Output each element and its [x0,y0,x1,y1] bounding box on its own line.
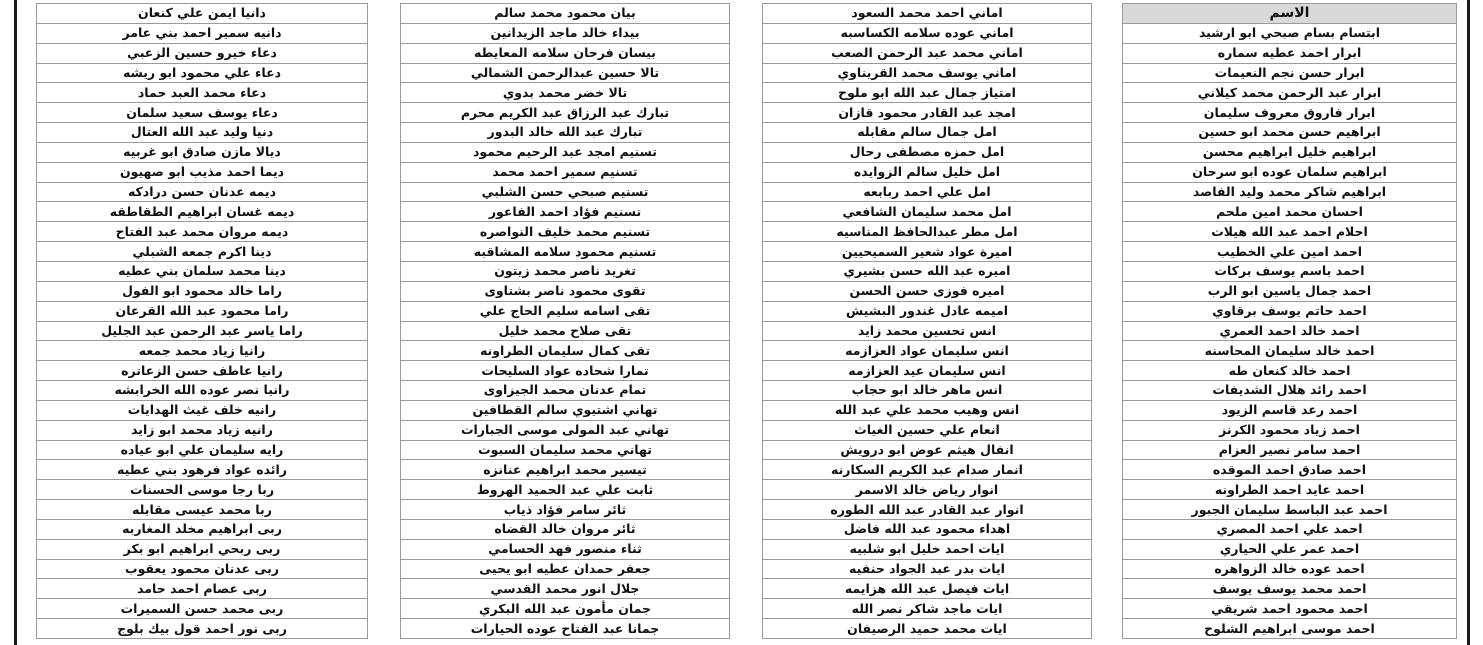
name-cell: تمارا شحاده عواد السليحات [401,361,730,381]
name-cell: تيسير محمد ابراهيم عنانزه [401,460,730,480]
name-cell: ايات محمد حميد الرصيفان [763,619,1092,639]
name-cell: اميرة عواد شعير السميحيين [763,242,1092,262]
table-row [37,162,368,182]
table-row [37,23,368,43]
name-cell: رانيه خلف غيث الهدايات [37,400,368,420]
table-row [401,539,730,559]
name-cell: ابراهيم خليل ابراهيم محسن [1123,142,1457,162]
name-cell: احمد موسى ابراهيم الشلوح [1123,619,1457,639]
table-row [763,202,1092,222]
table-row [763,341,1092,361]
table-row [1123,242,1457,262]
table-row [37,281,368,301]
name-cell: دعاء علي محمود ابو ريشه [37,63,368,83]
name-cell: راما محمود عبد الله القرعان [37,301,368,321]
name-cell: احمد امين علي الخطيب [1123,242,1457,262]
name-cell: ايات احمد خليل ابو شلبيه [763,539,1092,559]
table-row [763,500,1092,520]
table-row [763,242,1092,262]
name-cell: ربا محمد عيسى مقابله [37,500,368,520]
table-row [763,381,1092,401]
names-table-3 [400,3,730,639]
table-row [37,142,368,162]
name-cell: احمد رائد هلال الشديفات [1123,381,1457,401]
name-cell: ابرار حسن نجم النعيمات [1123,63,1457,83]
table-row [763,420,1092,440]
table-row [763,261,1092,281]
table-row [401,579,730,599]
table-row [1123,202,1457,222]
name-cell: اميمه عادل غندور البشيش [763,301,1092,321]
header-row [1123,4,1457,24]
table-row [1123,103,1457,123]
name-cell: انس وهيب محمد علي عبد الله [763,400,1092,420]
name-cell: ابرار احمد عطيه سماره [1123,43,1457,63]
name-cell: تسنيم امجد عبد الرحيم محمود [401,142,730,162]
name-cell: امجد عبد القادر محمود قازان [763,103,1092,123]
name-cell: ايات ماجد شاكر نصر الله [763,599,1092,619]
table-row [401,599,730,619]
name-cell: تهاني اشتيوي سالم القطافين [401,400,730,420]
table-row [37,361,368,381]
table-row [401,500,730,520]
name-cell: تغريد ناصر محمد زيتون [401,261,730,281]
name-cell: انس ماهر خالد ابو حجاب [763,381,1092,401]
table-row [401,301,730,321]
table-row [401,480,730,500]
name-cell: ربا رجا موسى الحسنات [37,480,368,500]
table-row [763,559,1092,579]
table-row [37,460,368,480]
name-cell: ربى ربحي ابراهيم ابو بكر [37,539,368,559]
name-cell: اماني عوده سلامه الكساسبه [763,23,1092,43]
name-cell: احمد جمال ياسين ابو الرب [1123,281,1457,301]
table-row [1123,579,1457,599]
table-row [37,202,368,222]
table-row [401,4,730,24]
name-cell: اميره عبد الله حسن بشيري [763,261,1092,281]
name-cell: ايات فيصل عبد الله هزايمه [763,579,1092,599]
table-row [1123,559,1457,579]
name-cell: احمد زياد محمود الكرنز [1123,420,1457,440]
table-row [763,123,1092,143]
table-row [37,400,368,420]
table-row [1123,480,1457,500]
table-row [763,400,1092,420]
name-cell: جعفر حمدان عطيه ابو يحيى [401,559,730,579]
name-cell: بيسان فرحان سلامه المعايطه [401,43,730,63]
name-cell: ديمه مروان محمد عبد الفتاح [37,222,368,242]
name-cell: تقى اسامه سليم الحاج علي [401,301,730,321]
name-cell: احسان محمد امين ملحم [1123,202,1457,222]
name-cell: ربى محمد حسن السميرات [37,599,368,619]
name-cell: انفال هيثم عوض ابو درويش [763,440,1092,460]
name-cell: دعاء يوسف سعيد سلمان [37,103,368,123]
table-row [763,619,1092,639]
name-cell: ثناء منصور فهد الحسامي [401,539,730,559]
name-cell: احمد خالد سليمان المحاسنه [1123,341,1457,361]
table-row [401,83,730,103]
name-cell: انمار صدام عبد الكريم السكارنه [763,460,1092,480]
table-row [37,182,368,202]
table-row [1123,43,1457,63]
name-cell: دينا محمد سلمان بني عطيه [37,261,368,281]
table-row [401,182,730,202]
name-cell: انوار عبد القادر عبد الله الطوره [763,500,1092,520]
table-row [37,4,368,24]
name-cell: تمام عدنان محمد الجيزاوى [401,381,730,401]
table-row [37,480,368,500]
table-row [1123,142,1457,162]
table-row [37,500,368,520]
name-cell: رائده عواد فرهود بني عطيه [37,460,368,480]
table-row [1123,123,1457,143]
table-row [37,559,368,579]
table-row [37,242,368,262]
name-cell: دعاء محمد العبد حماد [37,83,368,103]
name-cell: امل محمد سليمان الشافعي [763,202,1092,222]
table-row [401,420,730,440]
name-cell: احمد حاتم يوسف برقاوي [1123,301,1457,321]
table-row [1123,381,1457,401]
table-row [401,222,730,242]
name-cell: ابرار عبد الرحمن محمد كيلاني [1123,83,1457,103]
name-cell: دانيا ايمن علي كنعان [37,4,368,24]
table-row [1123,83,1457,103]
table-row [1123,261,1457,281]
name-cell: امل حمزه مصطفى رحال [763,142,1092,162]
name-cell: انس سليمان عواد العزازمه [763,341,1092,361]
table-row [37,519,368,539]
name-cell: اماني محمد عبد الرحمن الصعب [763,43,1092,63]
table-row [1123,301,1457,321]
name-cell: احمد باسم يوسف بركات [1123,261,1457,281]
name-cell: ثابت علي عبد الحميد الهروط [401,480,730,500]
name-cell: تبارك عبد الرزاق عبد الكريم محرم [401,103,730,123]
name-cell: امل خليل سالم الزوايده [763,162,1092,182]
name-cell: جمانا عبد الفتاح عوده الحيارات [401,619,730,639]
name-cell: جلال انور محمد القدسي [401,579,730,599]
name-cell: ابراهيم حسن محمد ابو حسين [1123,123,1457,143]
table-row [401,202,730,222]
table-row [763,539,1092,559]
name-cell: احمد عوده خالد الزواهره [1123,559,1457,579]
table-row [401,103,730,123]
name-cell: رانيا زياد محمد جمعه [37,341,368,361]
table-row [401,242,730,262]
table-row [763,103,1092,123]
name-cell: جمان مأمون عبد الله البكري [401,599,730,619]
table-row [763,301,1092,321]
table-row [1123,281,1457,301]
table-row [401,23,730,43]
table-row [37,321,368,341]
name-cell: تقى صلاح محمد خليل [401,321,730,341]
name-cell: ربى نور احمد قول بيك بلوج [37,619,368,639]
name-cell: رانيا نصر عوده الله الخرابشه [37,381,368,401]
name-cell: امتياز جمال عبد الله ابو ملوح [763,83,1092,103]
table-row [37,83,368,103]
name-cell: احمد سامر نصير العزام [1123,440,1457,460]
table-row [401,460,730,480]
table-row [1123,63,1457,83]
table-row [1123,619,1457,639]
table-row [763,519,1092,539]
table-row [37,43,368,63]
name-cell: راما خالد محمود ابو الفول [37,281,368,301]
table-row [401,281,730,301]
table-row [763,460,1092,480]
name-cell: احمد صادق احمد الموقده [1123,460,1457,480]
table-row [1123,400,1457,420]
table-row [763,142,1092,162]
table-row [1123,460,1457,480]
name-cell: احمد عبد الباسط سليمان الجبور [1123,500,1457,520]
table-row [401,400,730,420]
name-cell: تالا حسين عبدالرحمن الشمالي [401,63,730,83]
name-cell: تسنيم محمد خليف النواصره [401,222,730,242]
table-row [37,341,368,361]
name-cell: دعاء خيرو حسين الزعبي [37,43,368,63]
name-cell: امل مطر عبدالحافظ المناسيه [763,222,1092,242]
table-row [37,103,368,123]
name-cell: رانيا عاطف حسن الزعاتره [37,361,368,381]
table-row [401,440,730,460]
name-cell: رايه سليمان علي ابو عياده [37,440,368,460]
table-row [763,321,1092,341]
name-cell: احمد خالد كنعان طه [1123,361,1457,381]
name-cell: دينا اكرم جمعه الشبلي [37,242,368,262]
table-row [37,579,368,599]
name-cell: انعام علي حسين الغياث [763,420,1092,440]
name-cell: رانيه زياد محمد ابو زايد [37,420,368,440]
name-cell: دانيه سمير احمد بني عامر [37,23,368,43]
name-cell: احمد رعد قاسم الزيود [1123,400,1457,420]
name-cell: اميره فوزى حسن الحسن [763,281,1092,301]
table-row [763,281,1092,301]
names-table-2 [762,3,1092,639]
name-cell: تسنيم فؤاد احمد الفاعور [401,202,730,222]
name-cell: تهاني عبد المولى موسى الجبارات [401,420,730,440]
table-row [37,381,368,401]
table-row [763,23,1092,43]
name-cell: امل جمال سالم مقابله [763,123,1092,143]
name-column-header: الاسم [1123,4,1457,24]
name-cell: بيداء خالد ماجد الزيدانين [401,23,730,43]
names-table-1 [1122,3,1457,639]
table-row [1123,519,1457,539]
table-row [763,480,1092,500]
name-cell: تقى كمال سليمان الطراونه [401,341,730,361]
table-row [763,43,1092,63]
table-row [1123,321,1457,341]
name-cell: ثائر مروان خالد القضاه [401,519,730,539]
page-edge-left [14,0,17,645]
table-row [37,619,368,639]
table-row [1123,182,1457,202]
name-cell: احلام احمد عبد الله هيلات [1123,222,1457,242]
table-row [1123,361,1457,381]
table-row [763,440,1092,460]
table-row [1123,162,1457,182]
table-row [1123,539,1457,559]
table-row [401,381,730,401]
table-row [37,440,368,460]
table-row [37,222,368,242]
table-row [37,539,368,559]
name-cell: انس تحسين محمد زايد [763,321,1092,341]
table-row [1123,222,1457,242]
table-row [1123,420,1457,440]
table-row [37,301,368,321]
table-row [1123,23,1457,43]
table-row [37,123,368,143]
name-cell: انس سليمان عيد العزازمه [763,361,1092,381]
name-cell: ديما احمد مذيب ابو صهيون [37,162,368,182]
name-cell: احمد محمد يوسف يوسف [1123,579,1457,599]
table-row [763,182,1092,202]
table-row [1123,500,1457,520]
name-cell: انوار رياض خالد الاسمر [763,480,1092,500]
table-row [401,321,730,341]
name-cell: ابرار فاروق معروف سليمان [1123,103,1457,123]
names-table-4 [36,3,368,639]
table-row [763,222,1092,242]
names-table-1-body [1123,23,1457,638]
table-row [763,162,1092,182]
name-cell: تسنيم سمير احمد محمد [401,162,730,182]
table-row [401,361,730,381]
name-cell: احمد عمر علي الحياري [1123,539,1457,559]
table-row [401,261,730,281]
name-cell: ابتسام بسام صبحي ابو ارشيد [1123,23,1457,43]
table-row [37,599,368,619]
name-cell: تقوى محمود ناصر بشتاوى [401,281,730,301]
table-row [401,519,730,539]
table-row [763,599,1092,619]
name-cell: اهداء محمود عبد الله فاضل [763,519,1092,539]
table-row [1123,599,1457,619]
table-row [763,83,1092,103]
name-cell: امل علي احمد ربابعه [763,182,1092,202]
name-cell: اماني يوسف محمد القريناوي [763,63,1092,83]
name-cell: ربى عدنان محمود يعقوب [37,559,368,579]
table-row [401,619,730,639]
names-table-4-body [37,4,368,639]
table-row [37,261,368,281]
name-cell: راما ياسر عبد الرحمن عبد الجليل [37,321,368,341]
name-cell: احمد خالد احمد العمري [1123,321,1457,341]
table-row [401,162,730,182]
name-cell: ديالا مازن صادق ابو غربيه [37,142,368,162]
name-cell: تبارك عبد الله خالد البدور [401,123,730,143]
table-row [763,579,1092,599]
page-edge-right [1467,0,1470,645]
table-row [763,4,1092,24]
name-cell: ربى عصام احمد حامد [37,579,368,599]
name-cell: احمد علي احمد المصري [1123,519,1457,539]
table-row [401,123,730,143]
name-cell: دنيا وليد عبد الله العتال [37,123,368,143]
name-cell: بيان محمود محمد سالم [401,4,730,24]
name-cell: تسنيم محمود سلامه المشاقبه [401,242,730,262]
table-row [763,63,1092,83]
name-cell: احمد محمود احمد شريقي [1123,599,1457,619]
table-row [401,559,730,579]
table-row [37,63,368,83]
name-cell: تهاني محمد سليمان السبوت [401,440,730,460]
names-table-2-body [763,4,1092,639]
name-cell: ربى ابراهيم مخلد المغاربه [37,519,368,539]
name-cell: ثائر سامر فؤاد ذياب [401,500,730,520]
names-table-3-body [401,4,730,639]
name-cell: احمد عايد احمد الطراونه [1123,480,1457,500]
table-row [401,43,730,63]
name-cell: تسنيم صبحي حسن الشلبي [401,182,730,202]
name-cell: ايات بدر عبد الجواد حنفيه [763,559,1092,579]
name-cell: ديمه عدنان حسن درادكه [37,182,368,202]
table-row [401,341,730,361]
name-cell: اماني احمد محمد السعود [763,4,1092,24]
table-row [1123,341,1457,361]
table-row [401,63,730,83]
table-row [763,361,1092,381]
name-cell: تالا خضر محمد بدوي [401,83,730,103]
name-cell: ابراهيم سلمان عوده ابو سرحان [1123,162,1457,182]
name-cell: ديمه غسان ابراهيم الطقاطقه [37,202,368,222]
table-row [401,142,730,162]
table-row [37,420,368,440]
table-row [1123,440,1457,460]
name-cell: ابراهيم شاكر محمد وليد الفاصد [1123,182,1457,202]
